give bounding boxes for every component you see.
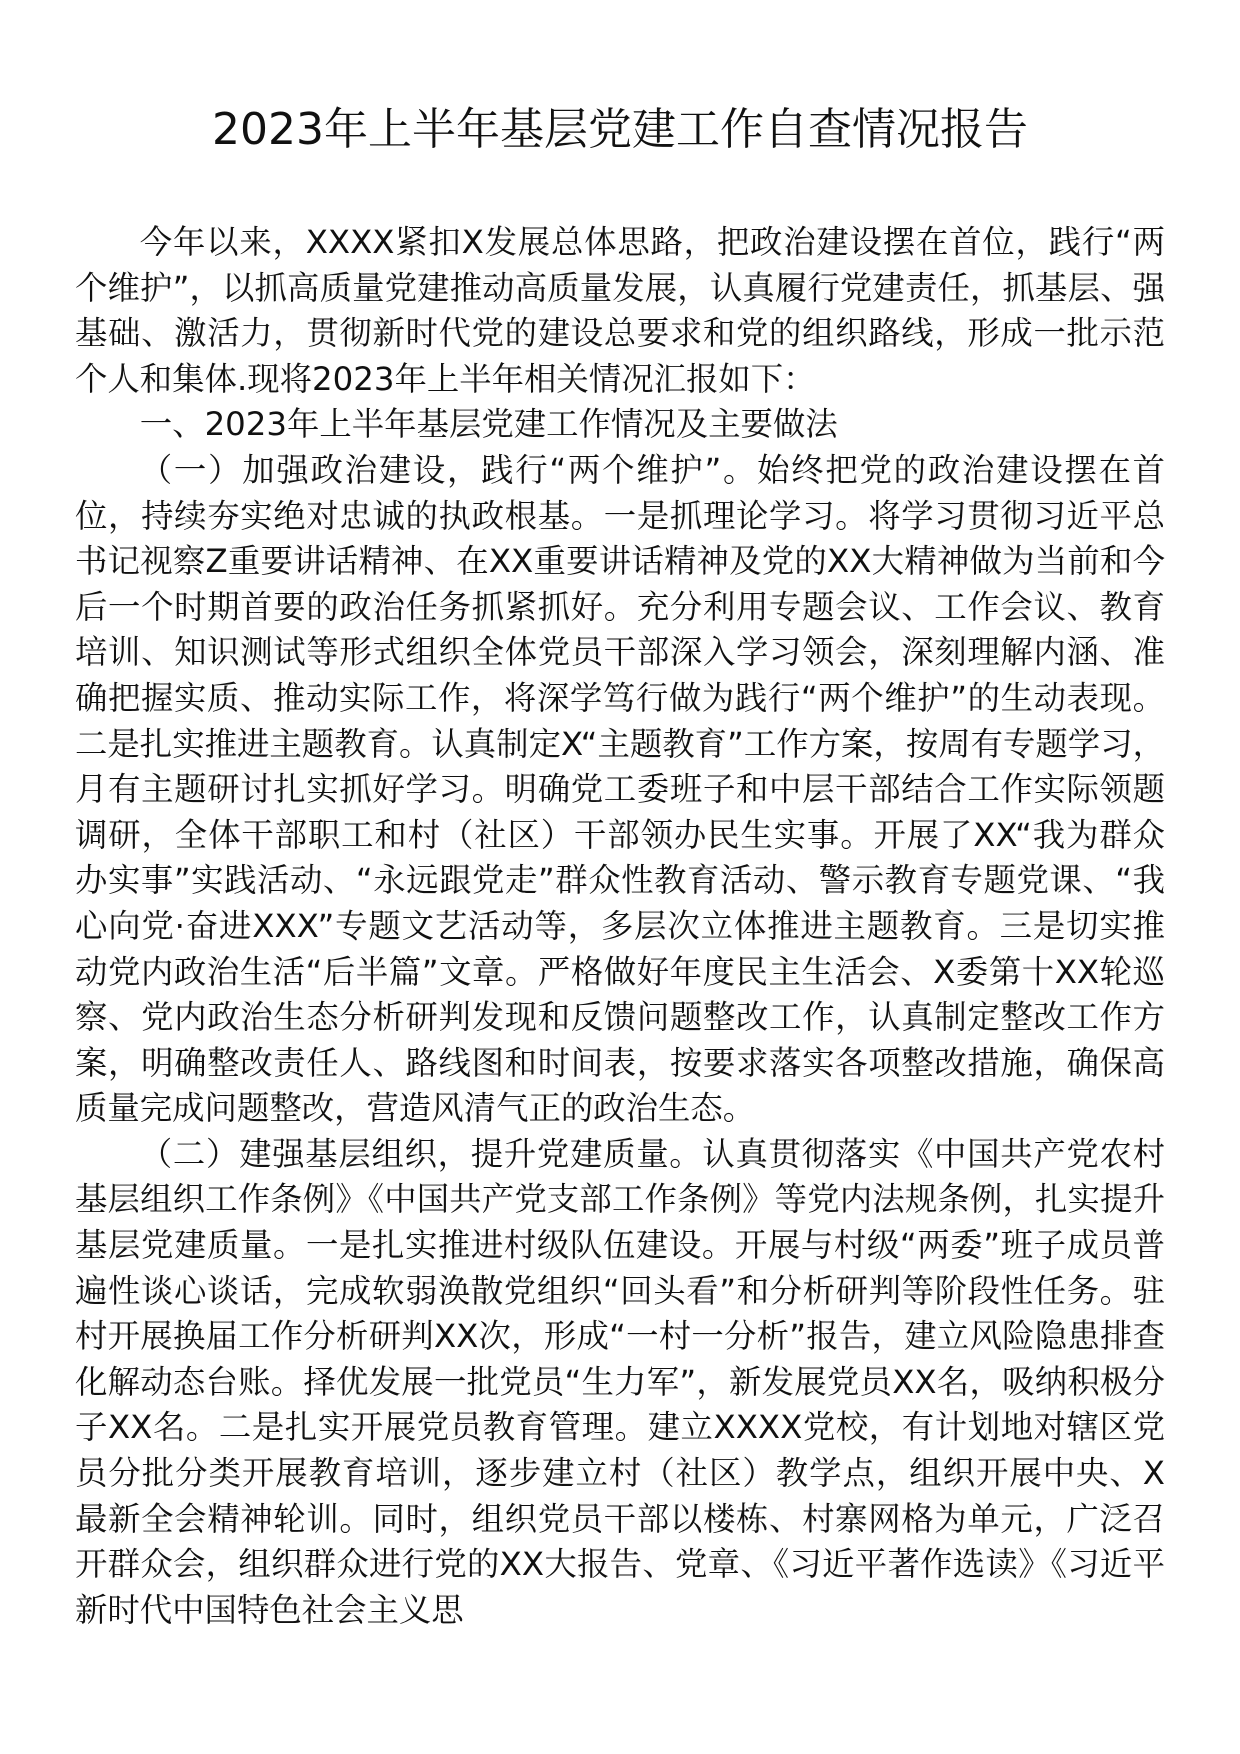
document-title: 2023年上半年基层党建工作自查情况报告 (212, 104, 1028, 155)
intro-paragraph: 今年以来，XXXX紧扣X发展总体思路，把政治建设摆在首位，践行“两个维护”，以抓高质量党建推动高质量发展，认真履行党建责任，抓基层、强基础、激活力，贯彻新时代党的建设总要求和党的组织路线，形成一批示范个人和集体.现将2023年上半年相关情况汇报如下： (75, 223, 1165, 398)
body-paragraph: （一）加强政治建设，践行“两个维护”。始终把党的政治建设摆在首位，持续夯实绝对忠诚的执政根基。一是抓理论学习。将学习贯彻习近平总书记视察Z重要讲话精神、在XX重要讲话精神及党的XX大精神做为当前和今后一个时期首要的政治任务抓紧抓好。充分利用专题会议、工作会议、教育培训、知识测试等形式组织全体党员干部深入学习领会，深刻理解内涵、准确把握实质、推动实际工作，将深学笃行做为践行“两个维护”的生动表现。二是扎实推进主题教育。认真制定X“主题教育”工作方案，按周有专题学习，月有主题研讨扎实抓好学习。明确党工委班子和中层干部结合工作实际领题调研，全体干部职工和村（社区）干部领办民生实事。开展了XX“我为群众办实事”实践活动、“永远跟党走”群众性教育活动、警示教育专题党课、“我心向党·奋进XXX”专题文艺活动等，多层次立体推进主题教育。三是切实推动党内政治生活“后半篇”文章。严格做好年度民主生活会、X委第十XX轮巡察、党内政治生态分析研判发现和反馈问题整改工作，认真制定整改工作方案，明确整改责任人、路线图和时间表，按要求落实各项整改措施，确保高质量完成问题整改，营造风清气正的政治生态。 (75, 450, 1165, 1128)
body-paragraph: （二）建强基层组织，提升党建质量。认真贯彻落实《中国共产党农村基层组织工作条例》《中国共产党支部工作条例》等党内法规条例，扎实提升基层党建质量。一是扎实推进村级队伍建设。开展与村级“两委”班子成员普遍性谈心谈话，完成软弱涣散党组织“回头看”和分析研判等阶段性任务。驻村开展换届工作分析研判XX次，形成“一村一分析”报告，建立风险隐患排查化解动态台账。择优发展一批党员“生力军”，新发展党员XX名，吸纳积极分子XX名。二是扎实开展党员教育管理。建立XXXX党校，有计划地对辖区党员分批分类开展教育培训，逐步建立村（社区）教学点，组织开展中央、X最新全会精神轮训。同时，组织党员干部以楼栋、村寨网格为单元，广泛召开群众会，组织群众进行党的XX大报告、党章、《习近平著作选读》《习近平新时代中国特色社会主义思 (75, 1134, 1165, 1629)
section-heading: 一、2023年上半年基层党建工作情况及主要做法 (139, 405, 838, 444)
document-body (75, 220, 1165, 1633)
